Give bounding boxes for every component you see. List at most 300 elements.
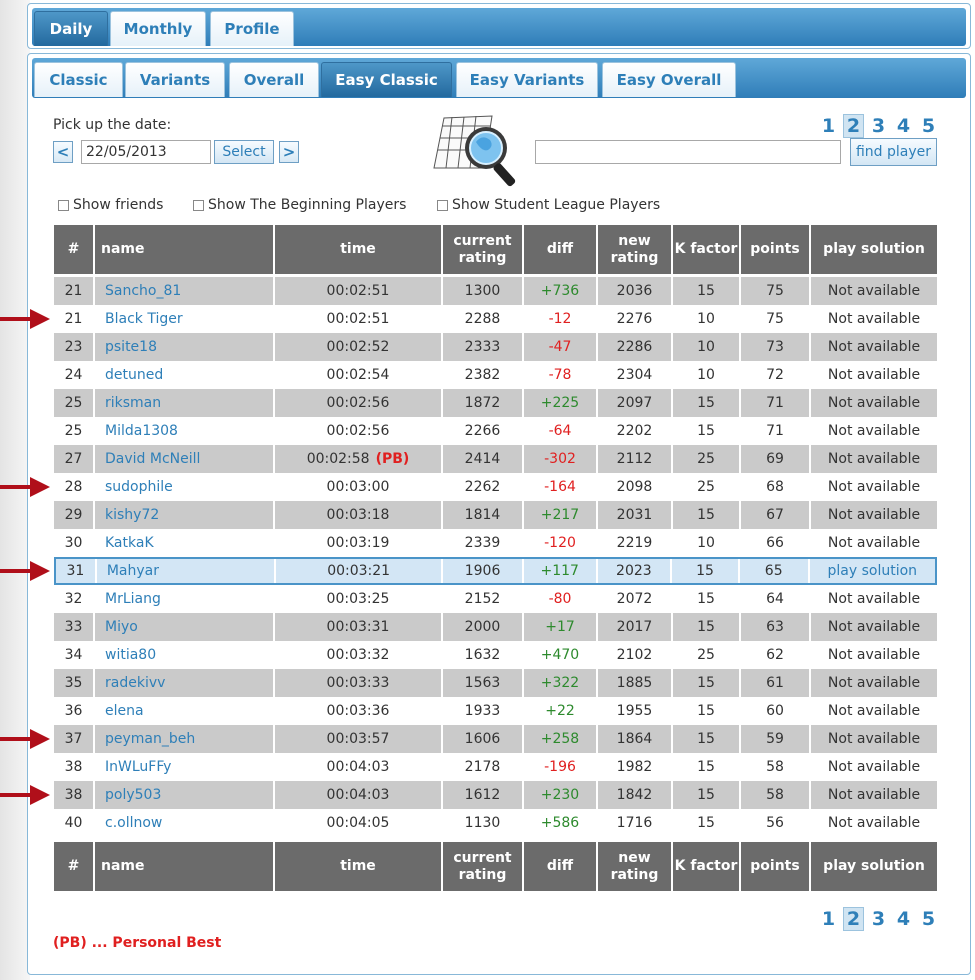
col-header-k-factor: K factor (673, 225, 741, 274)
cell-current-rating: 1632 (443, 641, 524, 669)
solution-status: Not available (827, 283, 921, 299)
solution-status: Not available (827, 423, 921, 439)
page-4-link[interactable]: 4 (896, 908, 911, 930)
cell-play-solution (811, 669, 937, 697)
next-date-button[interactable]: > (279, 141, 299, 163)
cell-time (275, 613, 443, 641)
cell-time (275, 781, 443, 809)
col-header-play-solution: play solution (811, 225, 937, 274)
cell-current-rating: 2382 (443, 361, 524, 389)
cell-name[interactable]: Milda1308 (95, 417, 275, 445)
cell-name[interactable]: riksman (95, 389, 275, 417)
cell-diff: +470 (524, 641, 598, 669)
table-row (54, 669, 937, 697)
cell-current-rating: 1300 (443, 277, 524, 305)
red-arrow-icon (0, 785, 50, 805)
cell-name[interactable]: sudophile (95, 473, 275, 501)
time-value: 00:02:58 (306, 451, 370, 467)
table-row (54, 753, 937, 781)
cell-play-solution (811, 613, 937, 641)
time-value: 00:02:56 (326, 395, 390, 411)
col-header-k-factor: K factor (673, 842, 741, 891)
cell-current-rating: 2262 (443, 473, 524, 501)
page-3-link[interactable]: 3 (871, 908, 886, 930)
cell-time (275, 529, 443, 557)
table-row (54, 305, 937, 333)
table-header (54, 225, 937, 274)
cell-rank: 30 (54, 529, 95, 557)
solution-status: Not available (827, 787, 921, 803)
cell-current-rating: 1563 (443, 669, 524, 697)
cell-name[interactable]: Mahyar (97, 559, 276, 583)
pagination-top (818, 114, 939, 138)
cell-current-rating: 2333 (443, 333, 524, 361)
cell-play-solution (811, 585, 937, 613)
cell-diff: +17 (524, 613, 598, 641)
cell-time (275, 753, 443, 781)
cell-points: 61 (741, 669, 811, 697)
cell-new-rating: 2097 (598, 389, 673, 417)
cell-time (275, 697, 443, 725)
page-2-link[interactable]: 2 (843, 907, 864, 931)
filter-beginning-players[interactable] (193, 197, 406, 213)
cell-time (275, 641, 443, 669)
cell-rank: 24 (54, 361, 95, 389)
cell-play-solution (811, 361, 937, 389)
cell-new-rating: 1982 (598, 753, 673, 781)
cell-current-rating: 1612 (443, 781, 524, 809)
time-value: 00:02:51 (326, 283, 390, 299)
cell-points: 63 (741, 613, 811, 641)
solution-status: Not available (827, 731, 921, 747)
page-5-link[interactable]: 5 (921, 115, 936, 137)
cell-points: 58 (741, 753, 811, 781)
cell-play-solution (811, 333, 937, 361)
time-value: 00:03:19 (326, 535, 390, 551)
cell-name[interactable]: Black Tiger (95, 305, 275, 333)
time-value: 00:03:57 (326, 731, 390, 747)
col-header-rank: # (54, 842, 95, 891)
time-value: 00:03:32 (326, 647, 390, 663)
filter-student-league[interactable] (437, 197, 660, 213)
play-solution-link[interactable]: play solution (827, 563, 918, 579)
col-header-new-rating: new rating (598, 225, 673, 274)
solution-status: Not available (827, 535, 921, 551)
col-header-rank: # (54, 225, 95, 274)
cell-current-rating: 1814 (443, 501, 524, 529)
col-header-current-rating: current rating (443, 225, 524, 274)
date-input[interactable] (81, 140, 211, 164)
table-row (54, 529, 937, 557)
table-row (54, 445, 937, 473)
cell-k-factor: 15 (672, 559, 740, 583)
cell-k-factor: 10 (673, 361, 741, 389)
cell-k-factor: 15 (673, 417, 741, 445)
cell-points: 56 (741, 809, 811, 837)
solution-status: Not available (827, 479, 921, 495)
cell-name[interactable]: radekivv (95, 669, 275, 697)
cell-points: 73 (741, 333, 811, 361)
filter-show-friends[interactable] (58, 197, 163, 213)
cell-name[interactable]: witia80 (95, 641, 275, 669)
cell-diff: -64 (524, 417, 598, 445)
cell-time (275, 417, 443, 445)
cell-time (275, 501, 443, 529)
cell-play-solution (811, 809, 937, 837)
cell-new-rating: 2304 (598, 361, 673, 389)
cell-current-rating: 2339 (443, 529, 524, 557)
table-row (54, 417, 937, 445)
cell-rank: 25 (54, 389, 95, 417)
cell-time (275, 585, 443, 613)
solution-status: Not available (827, 395, 921, 411)
cell-time (275, 445, 443, 473)
tab-monthly[interactable]: Monthly (110, 11, 206, 46)
cell-current-rating: 1130 (443, 809, 524, 837)
filter-label: Show The Beginning Players (208, 197, 407, 213)
col-header-diff: diff (524, 225, 598, 274)
cell-name[interactable]: peyman_beh (95, 725, 275, 753)
cell-k-factor: 15 (673, 669, 741, 697)
table-row (54, 277, 937, 305)
time-value: 00:03:18 (326, 507, 390, 523)
col-header-points: points (741, 225, 811, 274)
table-row (54, 501, 937, 529)
time-value: 00:03:25 (326, 591, 390, 607)
cell-k-factor: 15 (673, 753, 741, 781)
time-value: 00:03:21 (327, 563, 391, 579)
page-4-link[interactable]: 4 (896, 115, 911, 137)
cell-name[interactable]: David McNeill (95, 445, 275, 473)
col-header-points: points (741, 842, 811, 891)
cell-points: 66 (741, 529, 811, 557)
time-value: 00:02:51 (326, 311, 390, 327)
table-row (54, 781, 937, 809)
solution-status: Not available (827, 647, 921, 663)
date-picker-label: Pick up the date: (53, 117, 172, 133)
cell-new-rating: 1716 (598, 809, 673, 837)
cell-diff: -196 (524, 753, 598, 781)
tab-profile[interactable]: Profile (210, 11, 294, 46)
cell-rank: 37 (54, 725, 95, 753)
cell-new-rating: 2098 (598, 473, 673, 501)
cell-k-factor: 15 (673, 501, 741, 529)
cell-rank: 21 (54, 277, 95, 305)
cell-rank: 32 (54, 585, 95, 613)
cell-current-rating: 1872 (443, 389, 524, 417)
cell-diff: +22 (524, 697, 598, 725)
cell-diff: +230 (524, 781, 598, 809)
cell-play-solution (811, 641, 937, 669)
cell-diff: -78 (524, 361, 598, 389)
cell-k-factor: 10 (673, 305, 741, 333)
table-row (54, 725, 937, 753)
cell-play-solution (811, 501, 937, 529)
page-3-link[interactable]: 3 (871, 115, 886, 137)
cell-current-rating: 1606 (443, 725, 524, 753)
time-value: 00:03:36 (326, 703, 390, 719)
cell-points: 67 (741, 501, 811, 529)
solution-status: Not available (827, 367, 921, 383)
cell-k-factor: 15 (673, 277, 741, 305)
cell-current-rating: 2000 (443, 613, 524, 641)
solution-status: Not available (827, 339, 921, 355)
col-header-play-solution: play solution (811, 842, 937, 891)
cell-play-solution (811, 529, 937, 557)
time-value: 00:02:56 (326, 423, 390, 439)
cell-name[interactable]: detuned (95, 361, 275, 389)
cell-play-solution (811, 697, 937, 725)
cell-points: 65 (740, 559, 810, 583)
cell-current-rating: 2266 (443, 417, 524, 445)
col-header-new-rating: new rating (598, 842, 673, 891)
cell-current-rating: 2152 (443, 585, 524, 613)
solution-status: Not available (827, 815, 921, 831)
table-row (54, 641, 937, 669)
pagination-bottom (818, 907, 939, 931)
cell-k-factor: 15 (673, 809, 741, 837)
time-value: 00:03:00 (326, 479, 390, 495)
cell-time (275, 361, 443, 389)
cell-diff: -164 (524, 473, 598, 501)
cell-points: 62 (741, 641, 811, 669)
page-5-link[interactable]: 5 (921, 908, 936, 930)
page-1-link[interactable]: 1 (821, 115, 836, 137)
cell-play-solution (811, 725, 937, 753)
cell-play-solution (811, 417, 937, 445)
solution-status: Not available (827, 591, 921, 607)
cell-rank: 29 (54, 501, 95, 529)
cell-points: 72 (741, 361, 811, 389)
table-row (54, 333, 937, 361)
leaderboard-table (54, 225, 937, 891)
cell-play-solution (811, 445, 937, 473)
tab-classic[interactable]: Classic (34, 62, 123, 97)
cell-play-solution (811, 473, 937, 501)
solution-status: Not available (827, 451, 921, 467)
col-header-diff: diff (524, 842, 598, 891)
cell-points: 58 (741, 781, 811, 809)
cell-current-rating: 2288 (443, 305, 524, 333)
cell-new-rating: 1842 (598, 781, 673, 809)
cell-k-factor: 15 (673, 585, 741, 613)
time-value: 00:03:33 (326, 675, 390, 691)
cell-rank: 21 (54, 305, 95, 333)
cell-k-factor: 15 (673, 613, 741, 641)
time-value: 00:04:05 (326, 815, 390, 831)
solution-status: Not available (827, 703, 921, 719)
time-value: 00:03:31 (326, 619, 390, 635)
cell-diff: +322 (524, 669, 598, 697)
cell-diff: +258 (524, 725, 598, 753)
cell-time (275, 305, 443, 333)
col-header-current-rating: current rating (443, 842, 524, 891)
cell-rank: 31 (56, 559, 97, 583)
cell-diff: +217 (524, 501, 598, 529)
table-row (54, 613, 937, 641)
cell-points: 75 (741, 277, 811, 305)
cell-diff: -12 (524, 305, 598, 333)
cell-new-rating: 2112 (598, 445, 673, 473)
cell-name[interactable]: Sancho_81 (95, 277, 275, 305)
cell-points: 68 (741, 473, 811, 501)
cell-points: 71 (741, 389, 811, 417)
cell-time (275, 669, 443, 697)
col-header-name: name (95, 842, 275, 891)
table-row (54, 361, 937, 389)
find-player-button[interactable]: find player (850, 138, 937, 166)
solution-status: Not available (827, 507, 921, 523)
cell-rank: 34 (54, 641, 95, 669)
cell-time (275, 333, 443, 361)
personal-best-legend: (PB) ... Personal Best (53, 935, 222, 951)
solution-status: Not available (827, 675, 921, 691)
cell-time (275, 277, 443, 305)
cell-rank: 33 (54, 613, 95, 641)
table-row (54, 697, 937, 725)
cell-diff: -120 (524, 529, 598, 557)
cell-time (275, 809, 443, 837)
solution-status: Not available (827, 619, 921, 635)
cell-new-rating: 2017 (598, 613, 673, 641)
cell-diff: +586 (524, 809, 598, 837)
player-search-input[interactable] (535, 140, 841, 164)
cell-new-rating: 2102 (598, 641, 673, 669)
cell-diff: +736 (524, 277, 598, 305)
cell-rank: 28 (54, 473, 95, 501)
cell-play-solution (811, 277, 937, 305)
table-footer-header (54, 842, 937, 891)
table-row (54, 809, 937, 837)
cell-k-factor: 25 (673, 641, 741, 669)
cell-k-factor: 15 (673, 725, 741, 753)
cell-current-rating: 1906 (443, 559, 524, 583)
cell-rank: 23 (54, 333, 95, 361)
tab-overall[interactable]: Overall (229, 62, 319, 97)
cell-name[interactable]: elena (95, 697, 275, 725)
cell-rank: 25 (54, 417, 95, 445)
cell-diff: -80 (524, 585, 598, 613)
cell-time (276, 559, 443, 583)
col-header-time: time (275, 225, 443, 274)
cell-name[interactable]: KatkaK (95, 529, 275, 557)
cell-current-rating: 1933 (443, 697, 524, 725)
cell-points: 69 (741, 445, 811, 473)
cell-new-rating: 2286 (598, 333, 673, 361)
cell-current-rating: 2414 (443, 445, 524, 473)
cell-points: 60 (741, 697, 811, 725)
checkbox-student-league[interactable] (437, 200, 448, 211)
cell-play-solution (811, 389, 937, 417)
cell-diff: +117 (524, 559, 598, 583)
time-value: 00:04:03 (326, 787, 390, 803)
cell-name[interactable]: kishy72 (95, 501, 275, 529)
cell-rank: 36 (54, 697, 95, 725)
cell-play-solution (810, 559, 935, 583)
cell-rank: 40 (54, 809, 95, 837)
cell-points: 71 (741, 417, 811, 445)
cell-play-solution (811, 753, 937, 781)
red-arrow-icon (0, 309, 50, 329)
cell-name[interactable]: poly503 (95, 781, 275, 809)
checkbox-beginning-players[interactable] (193, 200, 204, 211)
cell-new-rating: 1885 (598, 669, 673, 697)
tab-easy-overall[interactable]: Easy Overall (602, 62, 736, 97)
prev-date-button[interactable]: < (53, 141, 73, 163)
select-date-button[interactable]: Select (214, 140, 274, 164)
cell-diff: +225 (524, 389, 598, 417)
personal-best-badge: (PB) (375, 451, 410, 467)
cell-play-solution (811, 305, 937, 333)
cell-points: 64 (741, 585, 811, 613)
red-arrow-icon (0, 561, 50, 581)
cell-name[interactable]: c.ollnow (95, 809, 275, 837)
table-row (54, 389, 937, 417)
cell-points: 59 (741, 725, 811, 753)
col-header-name: name (95, 225, 275, 274)
filter-label: Show friends (73, 197, 164, 213)
cell-k-factor: 25 (673, 445, 741, 473)
cell-new-rating: 2219 (598, 529, 673, 557)
cell-k-factor: 10 (673, 529, 741, 557)
cell-k-factor: 15 (673, 389, 741, 417)
tab-easy-variants[interactable]: Easy Variants (456, 62, 598, 97)
time-value: 00:02:54 (326, 367, 390, 383)
cell-name[interactable]: MrLiang (95, 585, 275, 613)
cell-name[interactable]: psite18 (95, 333, 275, 361)
cell-rank: 27 (54, 445, 95, 473)
cell-new-rating: 2023 (598, 559, 673, 583)
cell-k-factor: 15 (673, 697, 741, 725)
table-row (54, 585, 937, 613)
cell-k-factor: 25 (673, 473, 741, 501)
solution-status: Not available (827, 311, 921, 327)
page-1-link[interactable]: 1 (821, 908, 836, 930)
cell-rank: 38 (54, 781, 95, 809)
cell-diff: -47 (524, 333, 598, 361)
cell-current-rating: 2178 (443, 753, 524, 781)
cell-name[interactable]: Miyo (95, 613, 275, 641)
cell-rank: 38 (54, 753, 95, 781)
solution-status: Not available (827, 759, 921, 775)
cell-time (275, 725, 443, 753)
cell-rank: 35 (54, 669, 95, 697)
cell-new-rating: 1955 (598, 697, 673, 725)
checkbox-show-friends[interactable] (58, 200, 69, 211)
cell-name[interactable]: InWLuFFy (95, 753, 275, 781)
col-header-time: time (275, 842, 443, 891)
time-value: 00:04:03 (326, 759, 390, 775)
tab-variants[interactable]: Variants (125, 62, 225, 97)
cell-new-rating: 1864 (598, 725, 673, 753)
tab-daily[interactable]: Daily (34, 11, 108, 46)
cell-k-factor: 15 (673, 781, 741, 809)
filter-label: Show Student League Players (452, 197, 661, 213)
page-2-link[interactable]: 2 (843, 114, 864, 138)
time-value: 00:02:52 (326, 339, 390, 355)
cell-new-rating: 2202 (598, 417, 673, 445)
cell-points: 75 (741, 305, 811, 333)
table-row (54, 473, 937, 501)
table-row (54, 557, 937, 585)
player-search-logo-icon (430, 110, 534, 192)
cell-new-rating: 2036 (598, 277, 673, 305)
cell-new-rating: 2276 (598, 305, 673, 333)
cell-time (275, 473, 443, 501)
cell-diff: -302 (524, 445, 598, 473)
red-arrow-icon (0, 729, 50, 749)
tab-easy-classic[interactable]: Easy Classic (321, 62, 452, 97)
